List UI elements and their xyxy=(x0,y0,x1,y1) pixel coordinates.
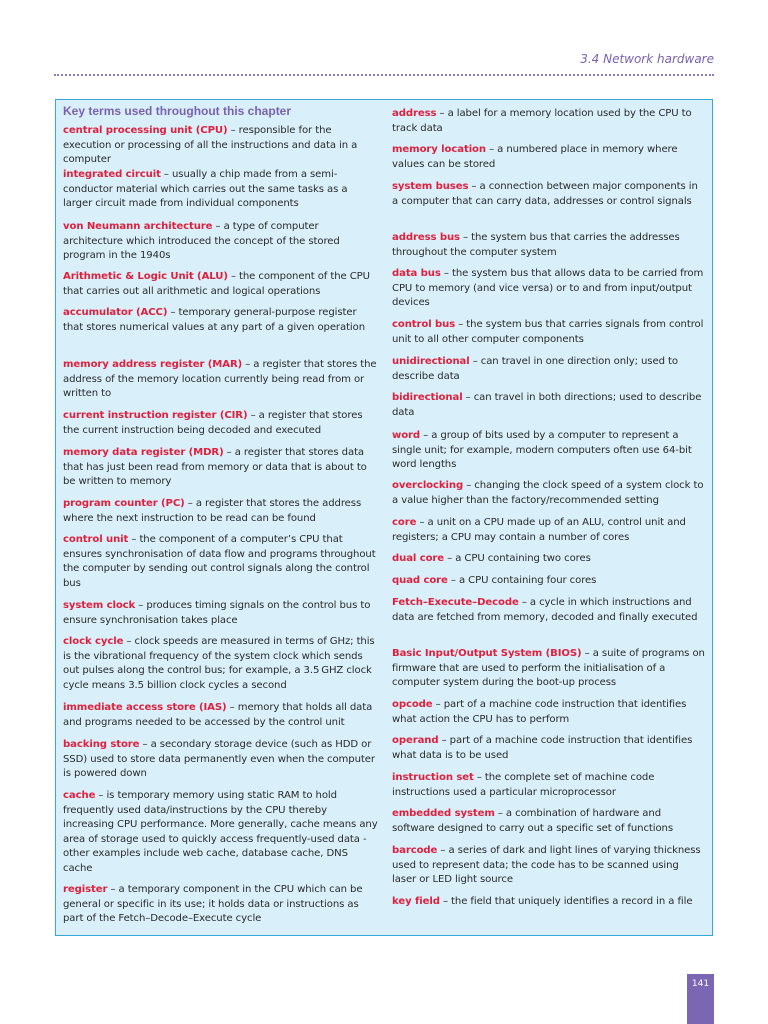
glossary-term: cache xyxy=(63,790,96,801)
glossary-entry-dual-core xyxy=(392,552,705,567)
glossary-definition: – a suite of programs on firmware that are used to perform the initialisation of a computer system during the boot-up process xyxy=(392,648,705,689)
glossary-definition: – can travel in one direction only; used to describe data xyxy=(392,356,678,382)
glossary-entry-control-unit xyxy=(63,533,378,591)
glossary-definition: – is temporary memory using static RAM to hold frequently used data/instructions by the CPU thereby increasing CPU performance. More generally, cache means any area of storage used to quickly access frequently-used data - other examples include web cache, database cache, DNS cache xyxy=(63,790,378,874)
glossary-entry-embedded-system xyxy=(392,807,705,836)
glossary-definition: – a combination of hardware and software designed to carry out a specific set of functions xyxy=(392,808,673,834)
glossary-definition: – a connection between major components in a computer that can carry data, addresses or control signals xyxy=(392,181,698,207)
glossary-term: barcode xyxy=(392,845,438,856)
glossary-entry-key-field xyxy=(392,895,705,910)
glossary-entry-alu xyxy=(63,270,378,299)
glossary-entry-accumulator xyxy=(63,306,378,335)
glossary-definition: – the field that uniquely identifies a record in a file xyxy=(439,896,693,907)
glossary-term: address bus xyxy=(392,232,460,243)
glossary-definition: – a type of computer architecture which introduced the concept of the stored program in the 1940s xyxy=(63,221,340,262)
glossary-entry-operand xyxy=(392,734,705,763)
glossary-definition: – responsible for the execution or processing of all the instructions and data in a computer xyxy=(63,125,358,166)
glossary-term: opcode xyxy=(392,699,433,710)
glossary-entry-backing-store xyxy=(63,738,378,782)
glossary-definition: – the component of the CPU that carries out all arithmetic and logical operations xyxy=(63,271,370,297)
glossary-entry-system-buses xyxy=(392,180,705,209)
glossary-definition: – a register that stores data that has just been read from memory or data that is about to be written to memory xyxy=(63,447,367,488)
page-number-tab xyxy=(687,974,714,1024)
glossary-entry-fetch-execute-decode xyxy=(392,596,705,625)
glossary-term: overclocking xyxy=(392,480,464,491)
glossary-entry-system-clock xyxy=(63,599,378,628)
glossary-term: von Neumann architecture xyxy=(63,221,213,232)
glossary-term: embedded system xyxy=(392,808,495,819)
glossary-definition: – can travel in both directions; used to describe data xyxy=(392,392,702,418)
glossary-entry-register xyxy=(63,883,378,927)
glossary-term: system buses xyxy=(392,181,469,192)
glossary-definition: – memory that holds all data and programs needed to be accessed by the control unit xyxy=(63,702,373,728)
glossary-term: control bus xyxy=(392,319,456,330)
glossary-entry-cpu xyxy=(63,124,378,168)
glossary-term: memory location xyxy=(392,144,486,155)
glossary-entry-ias xyxy=(63,701,378,730)
glossary-definition: – produces timing signals on the control bus to ensure synchronisation takes place xyxy=(63,600,371,626)
glossary-definition: – a temporary component in the CPU which can be general or specific in its use; it holds data or instructions as part of the Fetch–Decode–Execute cycle xyxy=(63,884,363,925)
glossary-entry-address xyxy=(392,107,705,136)
glossary-entry-opcode xyxy=(392,698,705,727)
glossary-entry-instruction-set xyxy=(392,771,705,800)
key-terms-title: Key terms used throughout this chapter xyxy=(63,104,292,118)
glossary-entry-data-bus xyxy=(392,267,705,311)
glossary-definition: – a CPU containing two cores xyxy=(444,553,591,564)
glossary-term: accumulator (ACC) xyxy=(63,307,168,318)
glossary-definition: – a group of bits used by a computer to represent a single unit; for example, modern computers often use 64-bit word lengths xyxy=(392,430,692,471)
glossary-definition: – temporary general-purpose register that stores numerical values at any part of a given operation xyxy=(63,307,366,333)
glossary-term: current instruction register (CIR) xyxy=(63,410,248,421)
glossary-entry-unidirectional xyxy=(392,355,705,384)
glossary-definition: – changing the clock speed of a system clock to a value higher than the factory/recommended setting xyxy=(392,480,704,506)
glossary-definition: – a CPU containing four cores xyxy=(447,575,597,586)
glossary-term: register xyxy=(63,884,108,895)
glossary-definition: – a cycle in which instructions and data are fetched from memory, decoded and finally executed xyxy=(392,597,698,623)
glossary-definition: – the system bus that carries signals from control unit to all other computer components xyxy=(392,319,704,345)
glossary-definition: – a unit on a CPU made up of an ALU, control unit and registers; a CPU may contain a number of cores xyxy=(392,517,686,543)
glossary-definition: – usually a chip made from a semi-conductor material which carries out the same tasks as a larger circuit made from individual components xyxy=(63,169,348,210)
glossary-term: integrated circuit xyxy=(63,169,161,180)
glossary-definition: – part of a machine code instruction that identifies what action the CPU has to perform xyxy=(392,699,687,725)
glossary-definition: – the system bus that allows data to be carried from CPU to memory (and vice versa) or to and from input/output devices xyxy=(392,268,704,309)
glossary-term: address xyxy=(392,108,437,119)
glossary-entry-program-counter xyxy=(63,497,378,526)
glossary-term: Basic Input/Output System (BIOS) xyxy=(392,648,582,659)
glossary-definition: – a numbered place in memory where values can be stored xyxy=(392,144,678,170)
glossary-definition: – a register that stores the current instruction being decoded and executed xyxy=(63,410,363,436)
glossary-term: program counter (PC) xyxy=(63,498,185,509)
glossary-term: memory data register (MDR) xyxy=(63,447,224,458)
glossary-definition: – clock speeds are measured in terms of GHz; this is the vibrational frequency of the system clock which sends out pulses along the control bus; for example, a 3.5 GHZ clock cycle means 3.5 billion clock cycles a second xyxy=(63,636,375,691)
glossary-term: immediate access store (IAS) xyxy=(63,702,227,713)
glossary-entry-mdr xyxy=(63,446,378,490)
glossary-entry-von-neumann xyxy=(63,220,378,264)
glossary-term: word xyxy=(392,430,421,441)
glossary-entry-mar xyxy=(63,358,378,402)
glossary-definition: – the complete set of machine code instructions used a particular microprocessor xyxy=(392,772,655,798)
glossary-term: key field xyxy=(392,896,440,907)
glossary-entry-cir xyxy=(63,409,378,438)
glossary-entry-quad-core xyxy=(392,574,705,589)
page-number: 141 xyxy=(691,979,710,989)
glossary-term: instruction set xyxy=(392,772,474,783)
glossary-term: unidirectional xyxy=(392,356,470,367)
glossary-term: Fetch–Execute–Decode xyxy=(392,597,519,608)
glossary-definition: – the component of a computer’s CPU that ensures synchronisation of data flow and programs throughout the computer by sending out control signals along the control bus xyxy=(63,534,376,589)
glossary-entry-integrated-circuit xyxy=(63,168,378,212)
glossary-term: control unit xyxy=(63,534,129,545)
running-header-section: 3.4 Network hardware xyxy=(580,52,714,66)
glossary-term: central processing unit (CPU) xyxy=(63,125,228,136)
glossary-definition: – a register that stores the address of the memory location currently being read from or written to xyxy=(63,359,377,400)
glossary-term: memory address register (MAR) xyxy=(63,359,243,370)
glossary-term: data bus xyxy=(392,268,441,279)
glossary-term: bidirectional xyxy=(392,392,463,403)
glossary-entry-cache xyxy=(63,789,378,877)
glossary-definition: – a label for a memory location used by the CPU to track data xyxy=(392,108,692,134)
glossary-entry-overclocking xyxy=(392,479,705,508)
glossary-term: clock cycle xyxy=(63,636,124,647)
glossary-term: dual core xyxy=(392,553,445,564)
glossary-entry-clock-cycle xyxy=(63,635,378,693)
glossary-term: quad core xyxy=(392,575,448,586)
glossary-definition: – part of a machine code instruction that identifies what data is to be used xyxy=(392,735,693,761)
glossary-entry-barcode xyxy=(392,844,705,888)
glossary-term: backing store xyxy=(63,739,140,750)
key-terms-box xyxy=(55,99,713,936)
glossary-term: Arithmetic & Logic Unit (ALU) xyxy=(63,271,228,282)
header-dotted-rule xyxy=(54,74,714,76)
glossary-entry-core xyxy=(392,516,705,545)
glossary-definition: – the system bus that carries the addresses throughout the computer system xyxy=(392,232,680,258)
glossary-definition: – a secondary storage device (such as HDD or SSD) used to store data permanently even when the computer is powered down xyxy=(63,739,375,780)
glossary-definition: – a series of dark and light lines of varying thickness used to represent data; the code has to be scanned using laser or LED light source xyxy=(392,845,701,886)
glossary-entry-address-bus xyxy=(392,231,705,260)
glossary-term: system clock xyxy=(63,600,136,611)
glossary-definition: – a register that stores the address where the next instruction to be read can be found xyxy=(63,498,362,524)
glossary-entry-control-bus xyxy=(392,318,705,347)
glossary-entry-word xyxy=(392,429,705,473)
glossary-entry-memory-location xyxy=(392,143,705,172)
glossary-entry-bidirectional xyxy=(392,391,705,420)
glossary-term: core xyxy=(392,517,417,528)
glossary-entry-bios xyxy=(392,647,705,691)
glossary-term: operand xyxy=(392,735,439,746)
